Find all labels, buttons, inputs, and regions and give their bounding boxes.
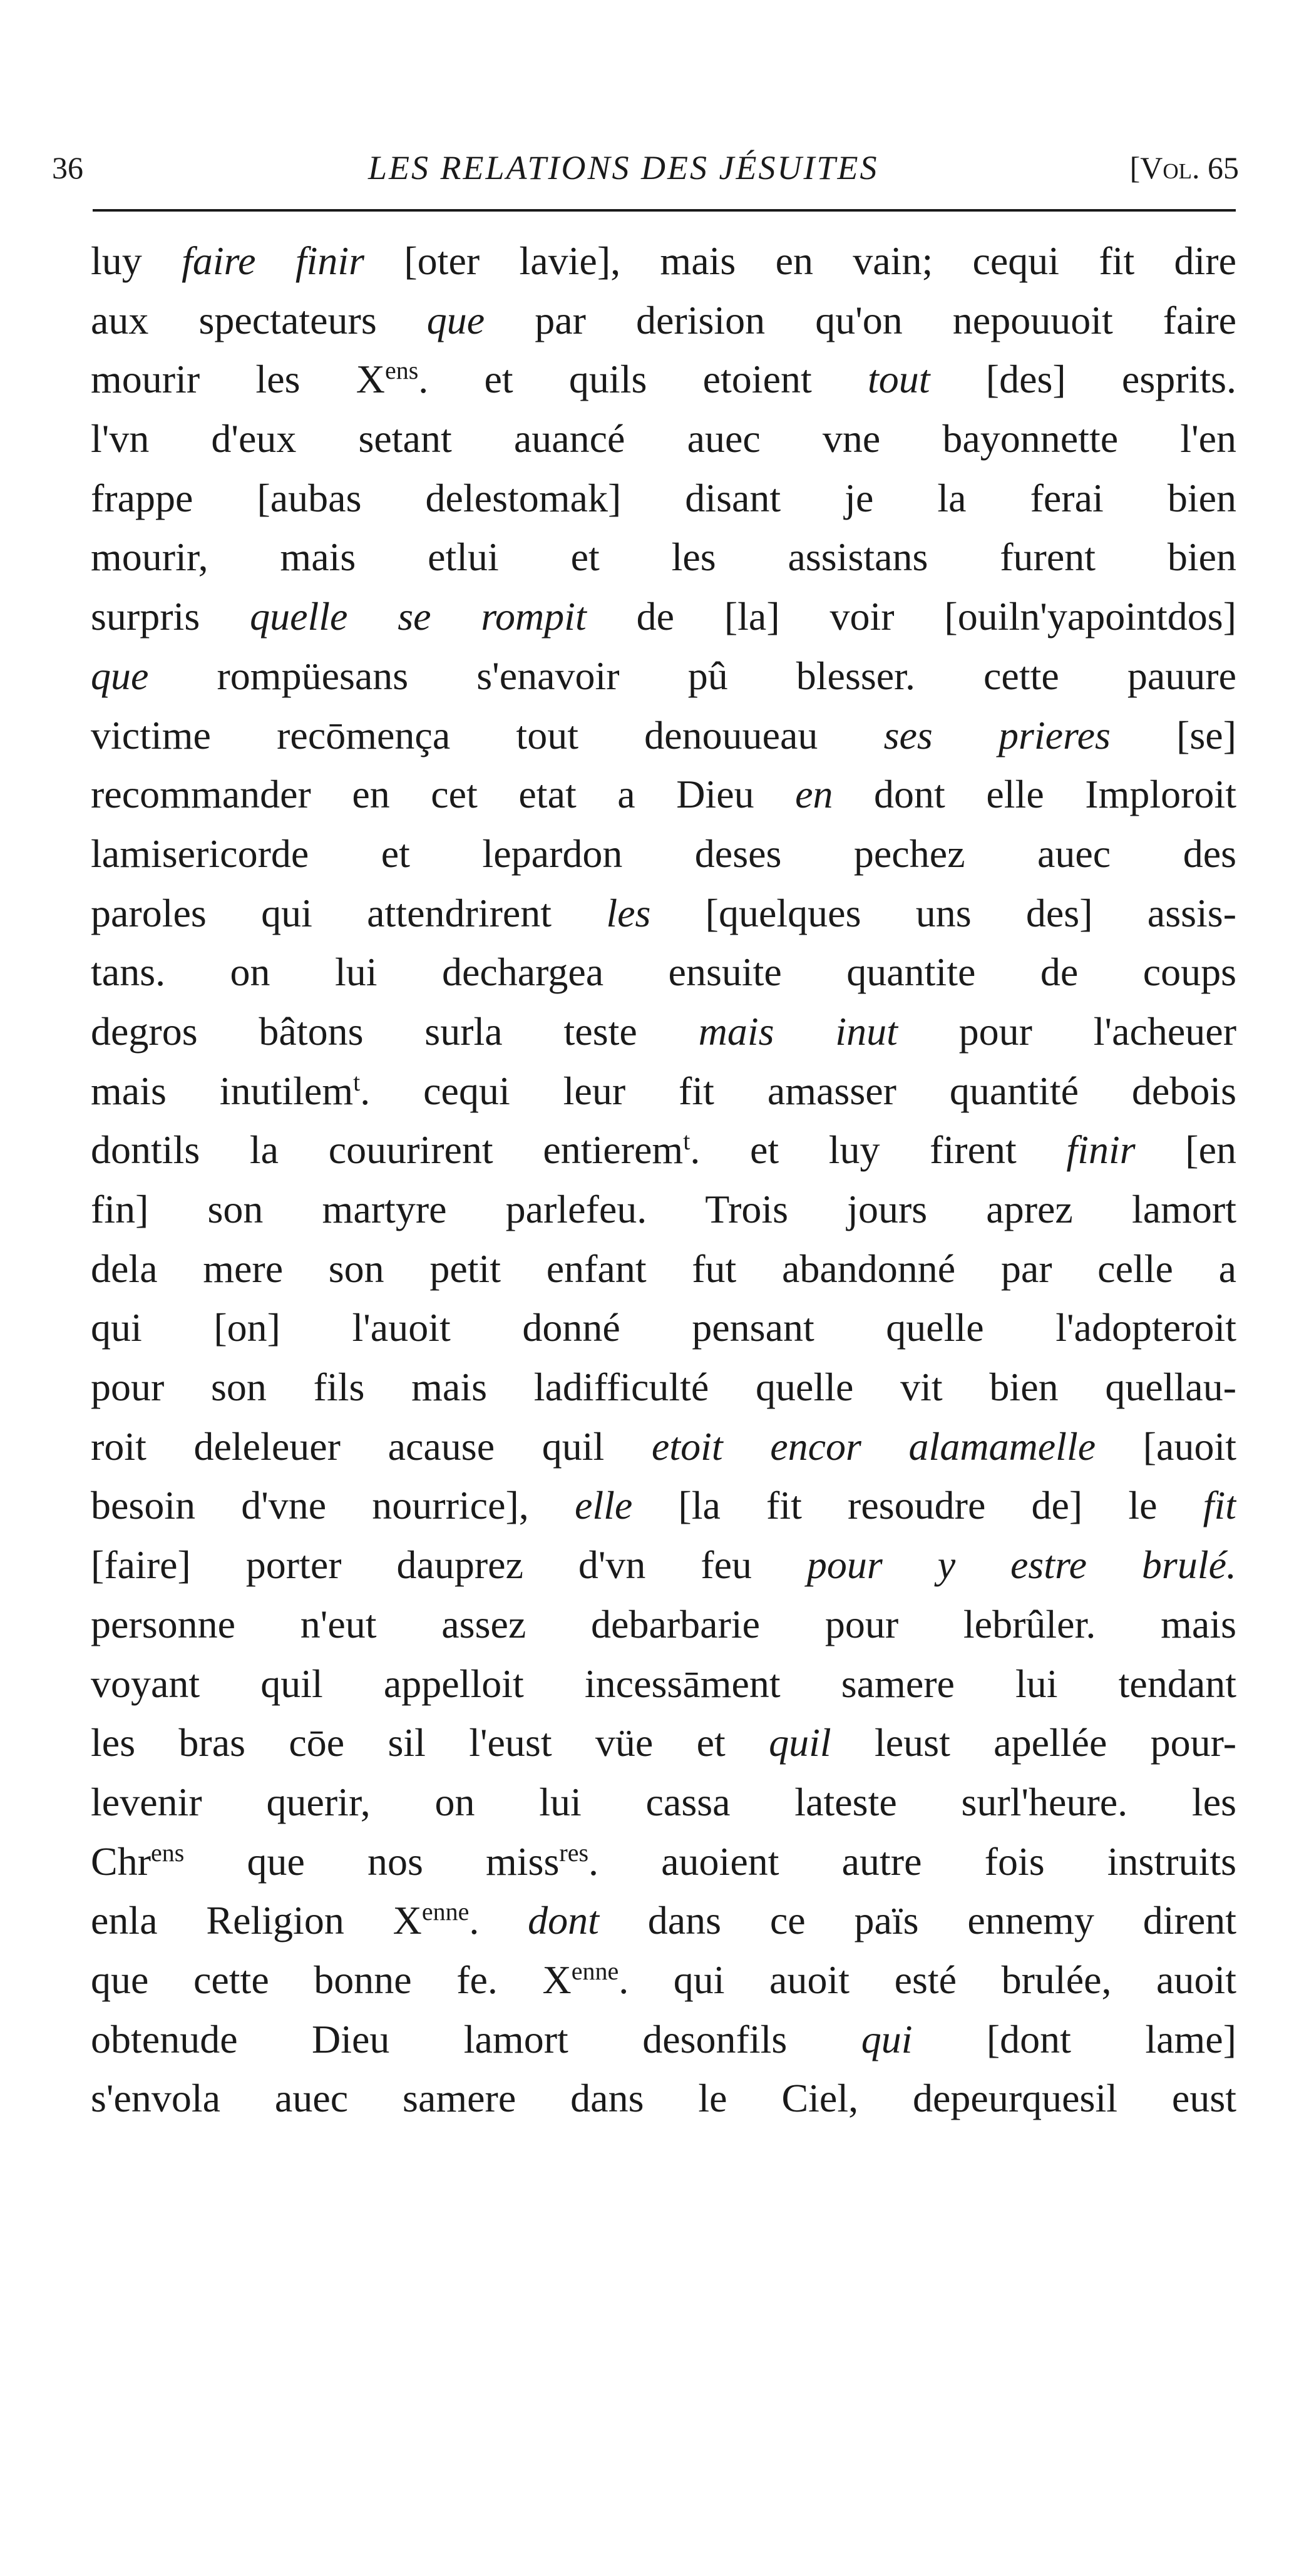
text-run: de [la] voir [ouiln'yapointdos]	[586, 594, 1236, 639]
text-run: [faire] porter dauprez d'vn feu	[91, 1542, 807, 1588]
text-run: que nos miss	[184, 1839, 560, 1884]
text-run: [dont lame]	[912, 2016, 1236, 2061]
text-run: rompüesans s'enavoir pû blesser. cette pauure	[148, 653, 1236, 698]
running-title: LES RELATIONS DES JÉSUITES	[368, 149, 879, 187]
text-line	[91, 1476, 1236, 1536]
text-run: [se]	[1110, 712, 1236, 757]
running-header	[52, 143, 1239, 193]
text-run: aux spectateurs	[91, 297, 427, 342]
italic-text: qui	[861, 2016, 913, 2061]
text-run: leust apellée pour-	[831, 1720, 1236, 1765]
text-run: luy	[91, 239, 182, 283]
italic-text: finir	[1066, 1127, 1136, 1173]
text-line	[91, 587, 1236, 647]
text-run: fin] son martyre parlefeu. Trois jours aprez lamort	[91, 1187, 1236, 1231]
text-run: lamisericorde et lepardon deses pechez auec des	[91, 831, 1236, 876]
text-run: mourir, mais etlui et les assistans furent bien	[91, 535, 1236, 580]
text-run: . cequi leur fit amasser quantité debois	[360, 1068, 1236, 1113]
text-run: dela mere son petit enfant fut abandonné par celle a	[91, 1246, 1236, 1291]
text-run: [des] esprits.	[930, 357, 1236, 402]
text-run: que cette bonne fe. X	[91, 1957, 572, 2002]
text-run: voyant quil appelloit incessāment samere lui tendant	[91, 1661, 1236, 1706]
italic-text: tout	[867, 357, 930, 402]
text-run: surpris	[91, 594, 250, 639]
text-run: Chr	[91, 1839, 151, 1884]
superscript-abbrev: enne	[571, 1956, 619, 1985]
volume-number: 65	[1208, 150, 1239, 185]
text-line	[91, 824, 1236, 884]
text-run: [quelques uns des] assis-	[650, 890, 1236, 935]
text-run: tans. on lui dechargea ensuite quantite de coups	[91, 950, 1236, 995]
text-line	[91, 647, 1236, 706]
text-line	[91, 2010, 1236, 2070]
italic-text: quelle se rompit	[250, 594, 587, 639]
superscript-abbrev: ens	[384, 356, 419, 385]
superscript-abbrev: res	[559, 1838, 589, 1867]
superscript-abbrev: enne	[421, 1897, 470, 1926]
italic-text: etoit encor alamamelle	[651, 1424, 1096, 1469]
italic-text: ses prieres	[883, 712, 1111, 757]
text-run: . qui auoit esté brulée, auoit	[619, 1957, 1236, 2002]
text-line	[91, 232, 1236, 291]
text-run: frappe [aubas delestomak] disant je la ferai bien	[91, 475, 1236, 520]
text-line	[91, 1239, 1236, 1299]
italic-text: elle	[574, 1483, 633, 1528]
volume-bracket: [	[1129, 150, 1141, 185]
text-run: paroles qui attendrirent	[91, 890, 607, 935]
text-run: [oter lavie], mais en vain; cequi fit dire	[364, 239, 1236, 283]
text-line	[91, 1121, 1236, 1180]
text-line	[91, 409, 1236, 469]
text-run: . et luy firent	[690, 1127, 1067, 1173]
text-run: les bras cōe sil l'eust vüe et	[91, 1720, 769, 1765]
text-run: qui [on] l'auoit donné pensant quelle l'adopteroit	[91, 1305, 1236, 1350]
text-line	[91, 1062, 1236, 1121]
italic-text: dont	[528, 1898, 599, 1943]
text-line	[91, 1002, 1236, 1062]
text-run: roit deleleuer acause quil	[91, 1424, 652, 1469]
text-run: levenir querir, on lui cassa lateste surl'heure. les	[91, 1779, 1236, 1824]
superscript-abbrev: ens	[151, 1838, 185, 1867]
text-line	[91, 1713, 1236, 1773]
text-line	[91, 1298, 1236, 1358]
text-run: dont elle Imploroit	[833, 772, 1236, 817]
text-run: [auoit	[1096, 1424, 1236, 1469]
volume-abbrev: Vol.	[1140, 150, 1200, 185]
text-line	[91, 943, 1236, 1002]
text-run: dontils la couurirent entierem	[91, 1127, 684, 1173]
text-line	[91, 2069, 1236, 2128]
text-line	[91, 1417, 1236, 1477]
italic-text: mais inut	[698, 1008, 898, 1054]
text-line	[91, 1358, 1236, 1417]
text-line	[91, 1655, 1236, 1714]
italic-text: quil	[769, 1720, 831, 1765]
text-line	[91, 1773, 1236, 1832]
text-run: enla Religion X	[91, 1898, 422, 1943]
text-run: personne n'eut assez debarbarie pour lebrûler. mais	[91, 1601, 1236, 1646]
text-line	[91, 706, 1236, 766]
text-run: l'vn d'eux setant auancé auec vne bayonnette l'en	[91, 416, 1236, 461]
text-line	[91, 528, 1236, 587]
text-run: dans ce païs ennemy dirent	[598, 1898, 1236, 1943]
text-run: pour l'acheuer	[897, 1008, 1236, 1054]
text-run: recommander en cet etat a Dieu	[91, 772, 796, 817]
body-text	[91, 232, 1236, 2128]
text-line	[91, 1536, 1236, 1595]
page-number: 36	[52, 150, 83, 185]
text-line	[91, 291, 1236, 351]
text-run: mourir les X	[91, 357, 385, 402]
text-run: besoin d'vne nourrice],	[91, 1483, 575, 1528]
text-run: [en	[1135, 1127, 1236, 1173]
italic-text: les	[606, 890, 651, 935]
text-run: s'envola auec samere dans le Ciel, depeurquesil eust	[91, 2076, 1236, 2121]
italic-text: en	[795, 772, 833, 817]
text-run: [la fit resoudre de] le	[632, 1483, 1203, 1528]
italic-text: que	[91, 653, 149, 698]
text-run: par derision qu'on nepouuoit faire	[485, 297, 1236, 342]
text-run: pour son fils mais ladifficulté quelle vit bien quellau-	[91, 1365, 1236, 1410]
text-line	[91, 1832, 1236, 1892]
text-line	[91, 350, 1236, 409]
text-run: . auoient autre fois instruits	[588, 1839, 1236, 1884]
text-run: . et quils etoient	[418, 357, 868, 402]
text-line	[91, 1180, 1236, 1239]
text-line	[91, 1951, 1236, 2010]
italic-text: pour y estre brulé.	[806, 1542, 1236, 1588]
superscript-abbrev: t	[683, 1127, 691, 1156]
text-line	[91, 884, 1236, 943]
text-line	[91, 469, 1236, 528]
text-run: mais inutilem	[91, 1068, 354, 1113]
text-line	[91, 1595, 1236, 1655]
text-run: obtenude Dieu lamort desonfils	[91, 2016, 861, 2061]
header-rule	[93, 209, 1236, 212]
text-line	[91, 765, 1236, 824]
text-run: degros bâtons surla teste	[91, 1008, 699, 1054]
superscript-abbrev: t	[353, 1067, 361, 1096]
italic-text: faire finir	[182, 239, 365, 283]
text-run: victime recōmença tout denouueau	[91, 712, 884, 757]
text-line	[91, 1891, 1236, 1951]
text-run: .	[469, 1898, 528, 1943]
volume-label	[1130, 143, 1239, 193]
italic-text: que	[426, 297, 485, 342]
italic-text: fit	[1203, 1483, 1236, 1528]
